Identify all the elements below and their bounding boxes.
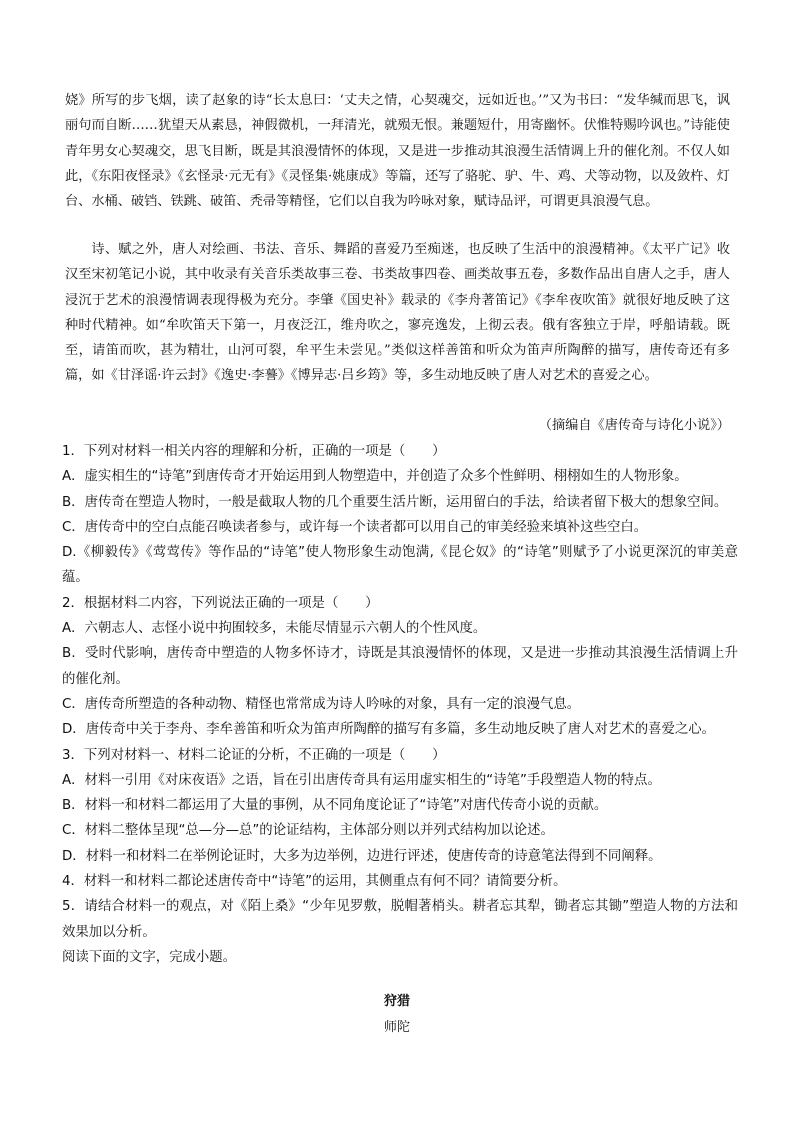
passage-paragraph-2 — [65, 237, 730, 389]
question-4: 4．材料一和材料二都论述唐传奇中“诗笔”的运用，其侧重点有何不同？请简要分析。 — [62, 874, 567, 890]
question-2-option-a: A．六朝志人、志怪小说中拘囿较多，未能尽情显示六朝人的个性风度。 — [62, 621, 487, 637]
question-2-stem: 2．根据材料二内容，下列说法正确的一项是（ ） — [62, 595, 379, 611]
question-1-option-a: A．虚实相生的“诗笔”到唐传奇才开始运用到人物塑造中，并创造了众多个性鲜明、栩栩如生的人物形象。 — [62, 469, 688, 485]
question-3-option-b: B．材料一和材料二都运用了大量的事例，从不同角度论证了“诗笔”对唐代传奇小说的贡献。 — [62, 798, 608, 814]
passage-text: 诗、赋之外，唐人对绘画、书法、音乐、舞蹈的喜爱乃至痴迷，也反映了生活中的浪漫精神。《太平广记》收汉至宋初笔记小说，其中收录有关音乐类故事三卷、书类故事四卷、画类故事五卷，多数作品出自唐人之手，唐人浸沉于艺术的浪漫情调表现得极为充分。李肇《国史补》载录的《李舟著笛记》《李牟夜吹笛》就很好地反映了这种时代精神。如“牟吹笛天下第一，月夜泛江，维舟吹之，寥亮逸发，上彻云表。俄有客独立于岸，呼船请载。既至，请笛而吹，甚为精壮，山河可裂，牟平生未尝见。”类似这样善笛和听众为笛声所陶醉的描写，唐传奇还有多篇，如《甘泽谣·许云封》《逸史·李謩》《博异志·吕乡筠》等，多生动地反映了唐人对艺术的喜爱之心。 — [65, 242, 730, 384]
question-3-stem: 3．下列对材料一、材料二论证的分析，不正确的一项是（ ） — [62, 747, 446, 763]
question-list — [62, 439, 738, 970]
question-2-option-d: D．唐传奇中关于李舟、李牟善笛和听众为笛声所陶醉的描写有多篇，多生动地反映了唐人对艺术的喜爱之心。 — [62, 722, 716, 738]
question-2-option-c: C．唐传奇所塑造的各种动物、精怪也常常成为诗人吟咏的对象，具有一定的浪漫气息。 — [62, 696, 581, 712]
question-1-stem: 1．下列对材料一相关内容的理解和分析，正确的一项是（ ） — [62, 444, 446, 459]
passage-paragraph-1 — [65, 88, 730, 214]
question-3-option-a: A．材料一引用《对床夜语》之语，旨在引出唐传奇具有运用虚实相生的“诗笔”手段塑造人物的特点。 — [62, 772, 661, 788]
question-1-option-d: D.《柳毅传》《莺莺传》等作品的“诗笔”使人物形象生动饱满,《昆仑奴》的“诗笔”则赋予了小说更深沉的审美意蕴。 — [62, 545, 738, 586]
passage-source: （摘编自《唐传奇与诗化小说》） — [538, 418, 730, 433]
story-title: 狩猎 — [383, 994, 410, 1009]
question-5: 5．请结合材料一的观点，对《陌上桑》“少年见罗敷，脱帽著梢头。耕者忘其犁，锄者忘其锄”塑造人物的方法和效果加以分析。 — [62, 899, 738, 940]
question-1-option-b: B．唐传奇在塑造人物时，一般是截取人物的几个重要生活片断，运用留白的手法，给读者留下极大的想象空间。 — [62, 494, 728, 510]
question-3-option-d: D．材料一和材料二在举例论证时，大多为边举例，边进行评述，使唐传奇的诗意笔法得到不同阐释。 — [62, 848, 662, 864]
question-1-option-c: C．唐传奇中的空白点能召唤读者参与，或许每一个读者都可以用自己的审美经验来填补这些空白。 — [62, 519, 648, 535]
question-3-option-c: C．材料二整体呈现“总—分—总”的论证结构，主体部分则以并列式结构加以论述。 — [62, 823, 554, 839]
passage-text: 娆》所写的步飞烟，读了赵象的诗“长太息曰：‘丈夫之情，心契魂交，远如近也。’”又为书曰：“发华缄而思飞，讽丽句而自断……犹望天从素恳，神假微机，一拜清光，就殒无恨。兼题短什，用寄幽怀。伏惟特赐吟讽也。”诗能使青年男女心契魂交，思飞目断，既是其浪漫情怀的体现，又是进一步推动其浪漫生活情调上升的催化剂。不仅人如此，《东阳夜怪录》《玄怪录·元无有》《灵怪集·姚康成》等篇，还写了骆驼、驴、牛、鸡、犬等动物，以及敛杵、灯台、水桶、破铛、铁跳、破笛、秃帚等精怪，它们以自我为吟咏对象，赋诗品评，可谓更具浪漫气息。 — [65, 93, 730, 210]
question-2-option-b: B．受时代影响，唐传奇中塑造的人物多怀诗才，诗既是其浪漫情怀的体现，又是进一步推动其浪漫生活情调上升的催化剂。 — [62, 646, 738, 687]
reading-instruction: 阅读下面的文字，完成小题。 — [62, 949, 237, 965]
story-author: 师陀 — [383, 1020, 410, 1035]
